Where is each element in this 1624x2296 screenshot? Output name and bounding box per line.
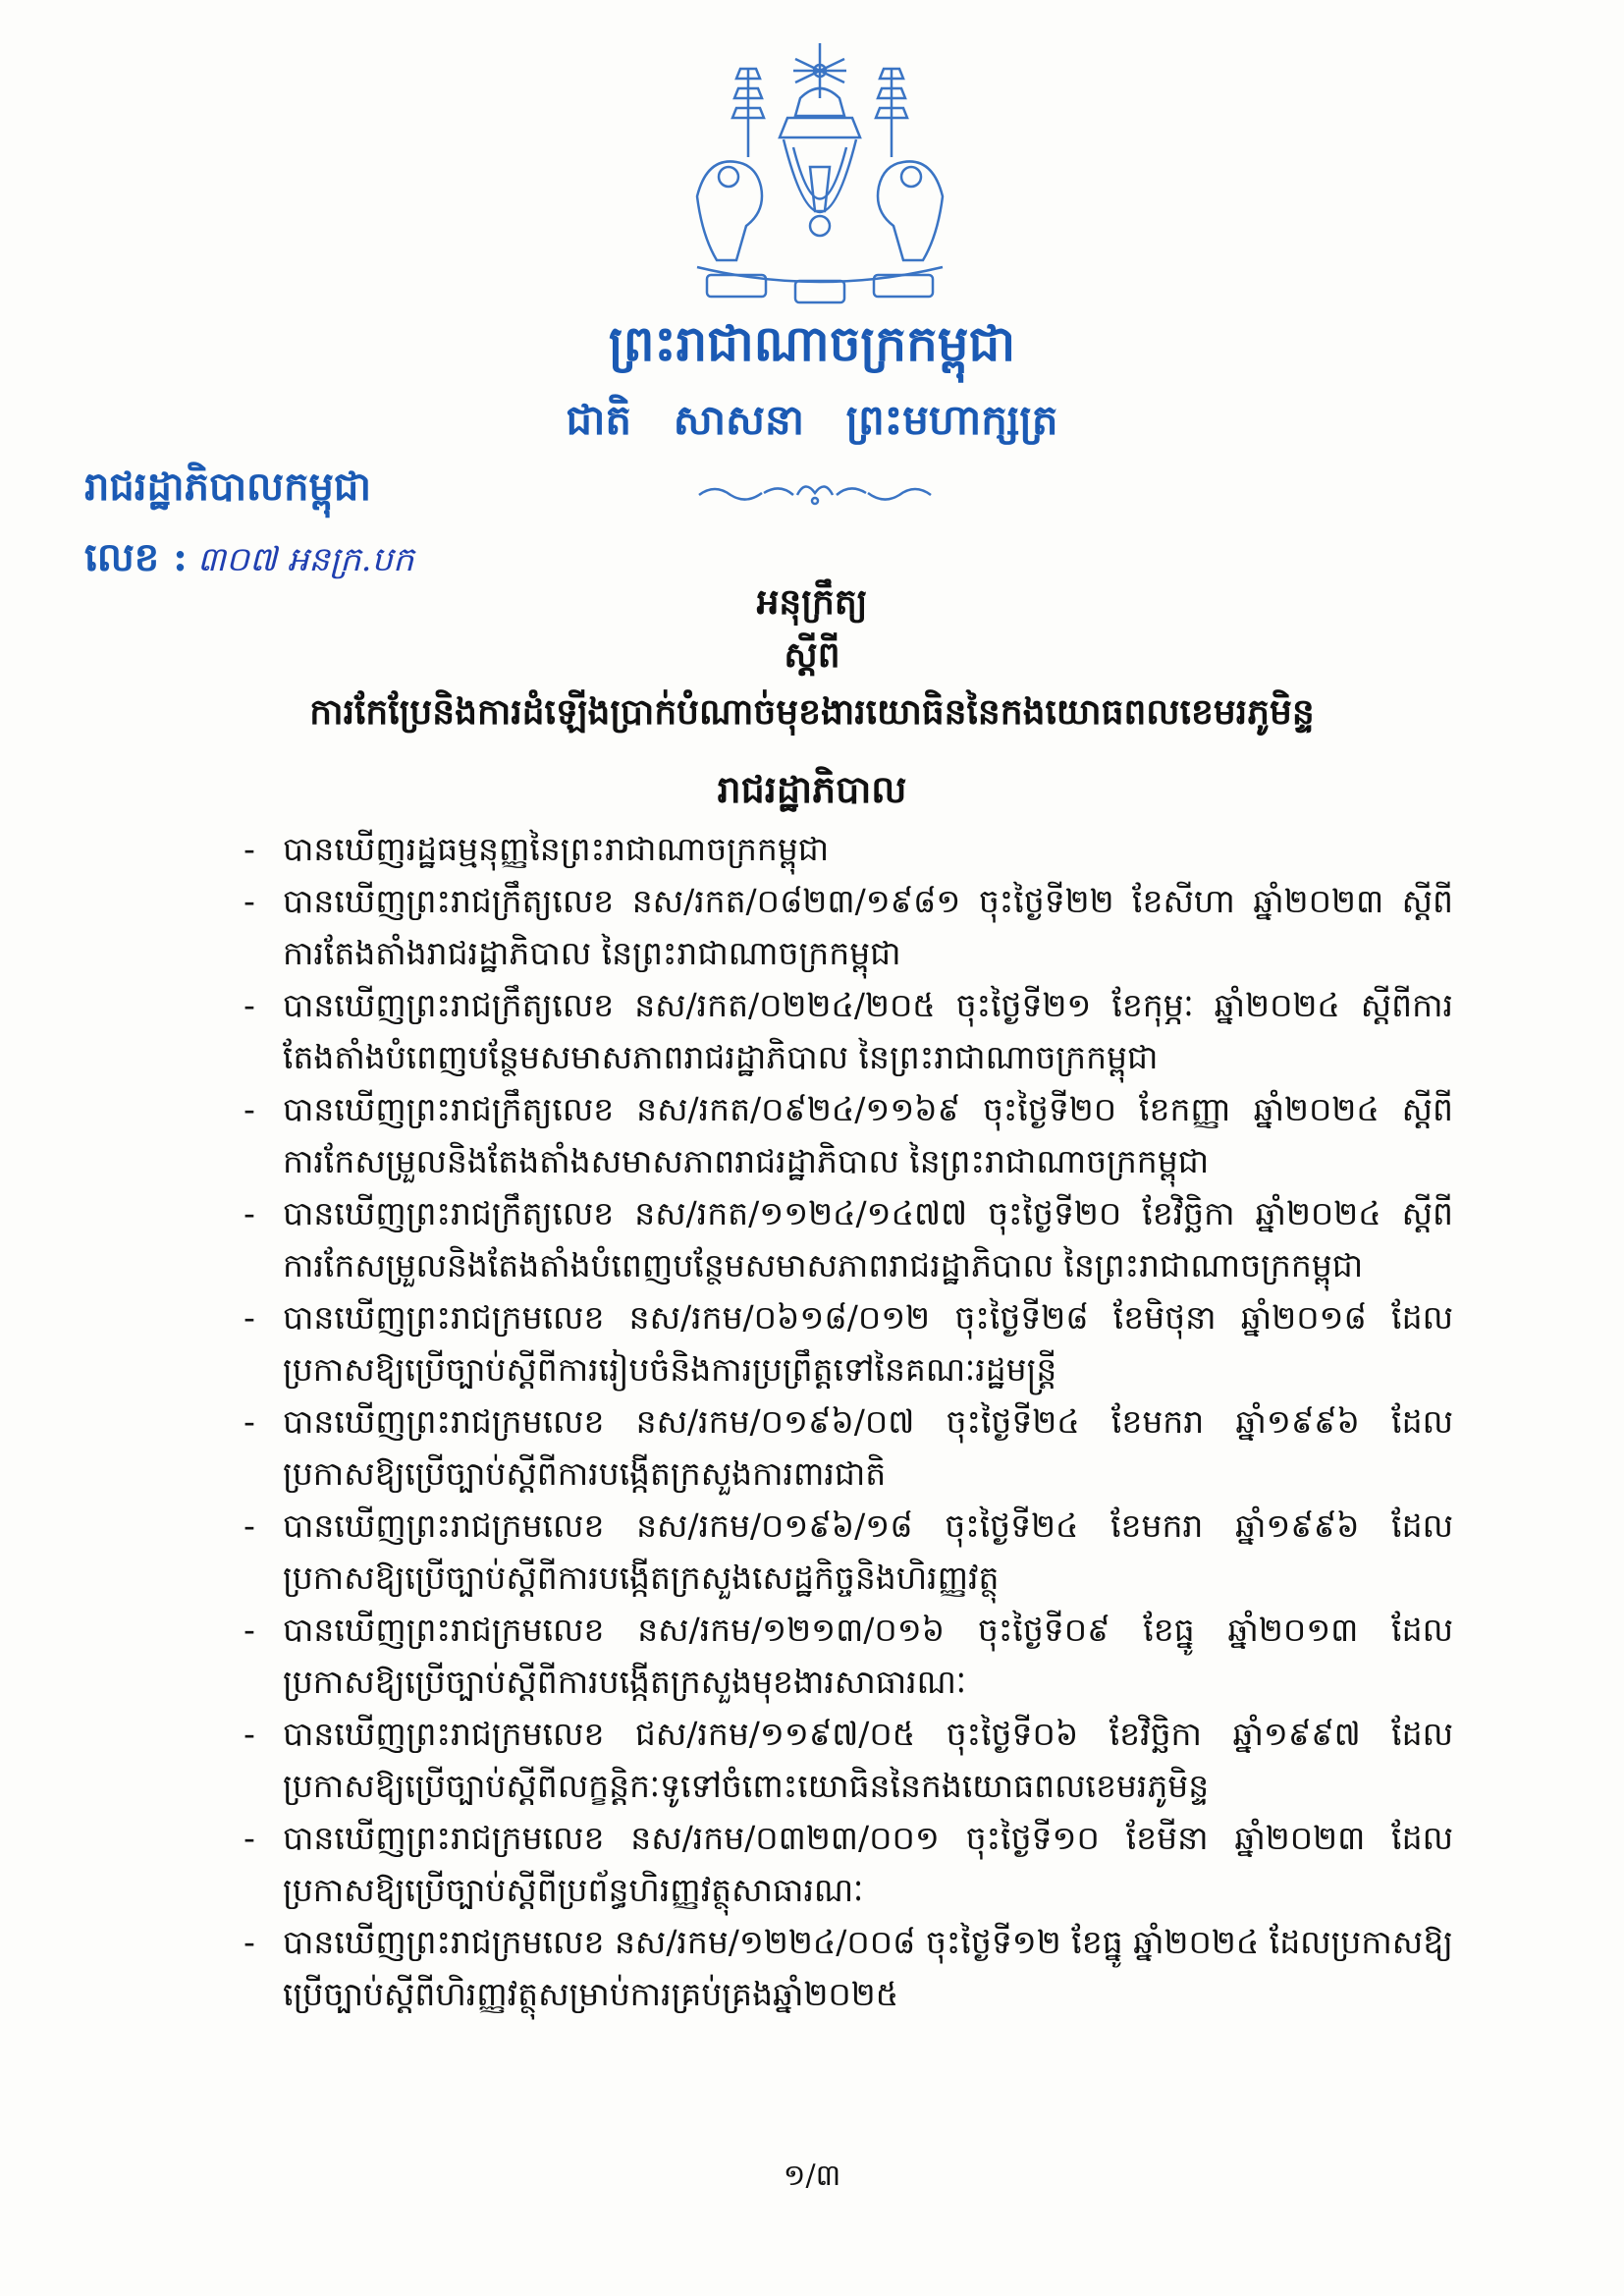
list-item [236, 1916, 1453, 2020]
reference-label: លេខ : [84, 534, 188, 580]
considerations-list [236, 823, 1453, 2020]
list-item [236, 979, 1453, 1083]
document-about: ស្តីពី [784, 634, 840, 676]
list-item [236, 1812, 1453, 1916]
list-item-text: បានឃើញព្រះរាជក្រឹត្យលេខ នស/រកត/១១២៤/១៤៧៧ ចុះថ្ងៃទី២០ ខែវិច្ឆិកា ឆ្នាំ២០២៤ ស្តីពីការកែសម្រួលនិងតែងតាំងបំពេញបន្ថែមសមាសភាពរាជរដ្ឋាភិបាល នៃព្រះរាជាណាចក្រកម្ពុជា [283, 1194, 1453, 1285]
list-dash: - [244, 986, 255, 1024]
list-dash: - [244, 1506, 255, 1545]
list-item [236, 1187, 1453, 1291]
page-number: ១/៣ [783, 2159, 841, 2193]
document-subject: ការកែប្រែនិងការដំឡើងប្រាក់បំណាច់មុខងារយោធិននៃកងយោធពលខេមរភូមិន្ទ [309, 691, 1315, 733]
decorative-divider-icon [695, 475, 935, 511]
list-item [236, 1708, 1453, 1812]
list-item-text: បានឃើញព្រះរាជក្រឹត្យលេខ នស/រកត/០៨២៣/១៩៨១ ចុះថ្ងៃទី២២ ខែសីហា ឆ្នាំ២០២៣ ស្តីពីការតែងតាំងរាជរដ្ឋាភិបាល នៃព្រះរាជាណាចក្រកម្ពុជា [283, 882, 1453, 972]
list-item [236, 1291, 1453, 1395]
list-dash: - [244, 882, 255, 920]
kingdom-title: ព្រះរាជាណាចក្រកម្ពុជា [608, 314, 1016, 372]
document-type: អនុក្រឹត្យ [756, 581, 868, 623]
list-dash: - [244, 1298, 255, 1337]
national-motto: ជាតិ សាសនា ព្រះមហាក្សត្រ [566, 396, 1058, 444]
list-item-text: បានឃើញព្រះរាជក្រមលេខ នស/រកម/០១៩៦/០៧ ចុះថ្ងៃទី២៤ ខែមករា ឆ្នាំ១៩៩៦ ដែលប្រកាសឱ្យប្រើច្បាប់ស្តីពីការបង្កើតក្រសួងការពារជាតិ [283, 1402, 1453, 1493]
list-item-text: បានឃើញព្រះរាជក្រមលេខ នស/រកម/១២១៣/០១៦ ចុះថ្ងៃទី០៩ ខែធ្នូ ឆ្នាំ២០១៣ ដែលប្រកាសឱ្យប្រើច្បាប់ស្តីពីការបង្កើតក្រសួងមុខងារសាធារណៈ [283, 1611, 1453, 1701]
list-item [236, 1395, 1453, 1500]
list-dash: - [244, 1402, 255, 1441]
handwritten-reference-number: ៣០៧ អនក្រ.បក [196, 540, 414, 579]
issuing-government: រាជរដ្ឋាភិបាលកម្ពុជា [84, 464, 371, 510]
list-item-text: បានឃើញព្រះរាជក្រមលេខ ជស/រកម/១១៩៧/០៥ ចុះថ្ងៃទី០៦ ខែវិច្ឆិកា ឆ្នាំ១៩៩៧ ដែលប្រកាសឱ្យប្រើច្បាប់ស្តីពីលក្ខន្តិកៈទូទៅចំពោះយោធិននៃកងយោធពលខេមរភូមិន្ទ [283, 1715, 1453, 1805]
list-item-text: បានឃើញព្រះរាជក្រមលេខ នស/រកម/០១៩៦/១៨ ចុះថ្ងៃទី២៤ ខែមករា ឆ្នាំ១៩៩៦ ដែលប្រកាសឱ្យប្រើច្បាប់ស្តីពីការបង្កើតក្រសួងសេដ្ឋកិច្ចនិងហិរញ្ញវត្ថុ [283, 1506, 1453, 1597]
list-item [236, 875, 1453, 979]
list-dash: - [244, 1923, 255, 1961]
list-dash: - [244, 1715, 255, 1753]
list-item-text: បានឃើញព្រះរាជក្រឹត្យលេខ នស/រកត/០២២៤/២០៥ ចុះថ្ងៃទី២១ ខែកុម្ភៈ ឆ្នាំ២០២៤ ស្តីពីការតែងតាំងបំពេញបន្ថែមសមាសភាពរាជរដ្ឋាភិបាល នៃព្រះរាជាណាចក្រកម្ពុជា [283, 986, 1453, 1076]
list-item [236, 1083, 1453, 1187]
list-item-text: បានឃើញព្រះរាជក្រមលេខ នស/រកម/១២២៤/០០៨ ចុះថ្ងៃទី១២ ខែធ្នូ ឆ្នាំ២០២៤ ដែលប្រកាសឱ្យប្រើច្បាប់ស្តីពីហិរញ្ញវត្ថុសម្រាប់ការគ្រប់គ្រងឆ្នាំ២០២៥ [283, 1923, 1453, 2013]
list-dash: - [244, 1819, 255, 1857]
list-item [236, 1604, 1453, 1708]
list-item-text: បានឃើញព្រះរាជក្រឹត្យលេខ នស/រកត/០៩២៤/១១៦៩ ចុះថ្ងៃទី២០ ខែកញ្ញា ឆ្នាំ២០២៤ ស្តីពីការកែសម្រួលនិងតែងតាំងសមាសភាពរាជរដ្ឋាភិបាល នៃព្រះរាជាណាចក្រកម្ពុជា [283, 1090, 1453, 1180]
issuer-heading: រាជរដ្ឋាភិបាល [717, 767, 907, 811]
list-item [236, 1500, 1453, 1604]
list-item-text: បានឃើញព្រះរាជក្រមលេខ នស/រកម/០៣២៣/០០១ ចុះថ្ងៃទី១០ ខែមីនា ឆ្នាំ២០២៣ ដែលប្រកាសឱ្យប្រើច្បាប់ស្តីពីប្រព័ន្ធហិរញ្ញវត្ថុសាធារណៈ [283, 1819, 1453, 1909]
list-item [236, 823, 1453, 875]
list-item-text: បានឃើញរដ្ឋធម្មនុញ្ញនៃព្រះរាជាណាចក្រកម្ពុជា [283, 830, 830, 868]
list-dash: - [244, 1194, 255, 1232]
list-dash: - [244, 1611, 255, 1649]
list-dash: - [244, 830, 255, 868]
list-item-text: បានឃើញព្រះរាជក្រមលេខ នស/រកម/០៦១៨/០១២ ចុះថ្ងៃទី២៨ ខែមិថុនា ឆ្នាំ២០១៨ ដែលប្រកាសឱ្យប្រើច្បាប់ស្តីពីការរៀបចំនិងការប្រព្រឹត្តទៅនៃគណៈរដ្ឋមន្ត្រី [283, 1298, 1453, 1389]
list-dash: - [244, 1090, 255, 1128]
royal-crest-icon [677, 39, 962, 314]
